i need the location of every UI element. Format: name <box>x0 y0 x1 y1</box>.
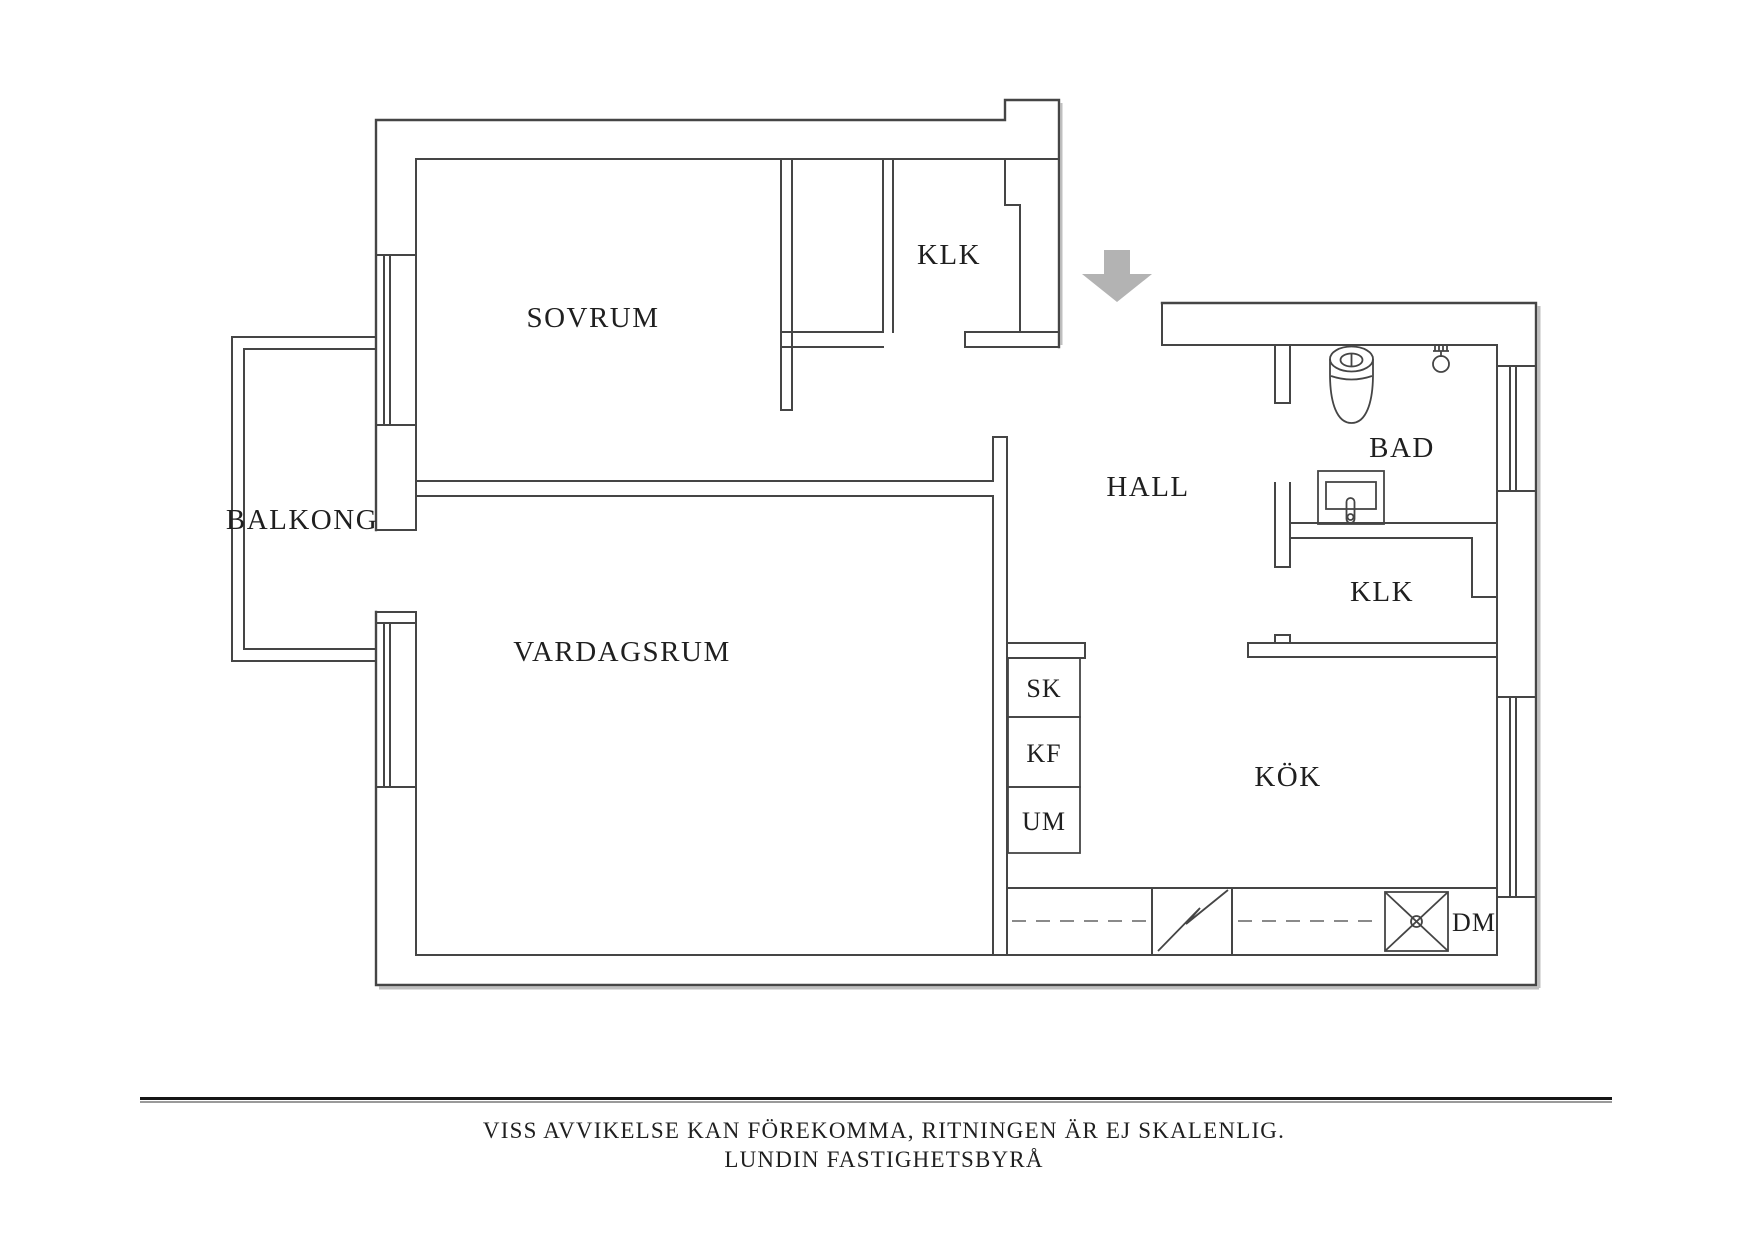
balcony-structure <box>232 337 376 661</box>
wall-klk-bottom <box>781 332 1059 347</box>
wall-outer-west-top <box>376 100 1059 530</box>
label-dm: DM <box>1452 908 1496 937</box>
label-kf: KF <box>1026 739 1062 768</box>
wall-sovrum-vardagsrum <box>416 437 1007 496</box>
label-klk-right: KLK <box>1349 576 1415 608</box>
stove-icon <box>1158 890 1228 951</box>
balcony-walls <box>232 337 376 661</box>
label-bad: BAD <box>1369 432 1435 464</box>
exterior-walls <box>376 100 1536 985</box>
footer-disclaimer: VISS AVVIKELSE KAN FÖREKOMMA, RITNINGEN ÄR EJ SKALENLIG. <box>482 1118 1286 1143</box>
sink-basin <box>1326 482 1376 509</box>
interior-walls <box>416 159 1497 955</box>
toilet-icon <box>1330 347 1373 424</box>
footer-divider-shadow <box>140 1101 1612 1103</box>
toilet-seat-line <box>1331 376 1372 380</box>
window-vardagsrum <box>376 623 416 787</box>
label-balkong: BALKONG <box>225 504 379 536</box>
shower-head <box>1433 356 1449 372</box>
wall-sovrum-right <box>781 159 792 410</box>
balcony-door-jambs <box>376 530 416 612</box>
sink-drain <box>1348 514 1354 520</box>
entry-arrow-icon <box>1082 250 1152 302</box>
wall-bad-left <box>1275 345 1290 567</box>
window-bad <box>1497 366 1536 491</box>
window-kok <box>1497 697 1536 897</box>
wall-klk-right <box>1005 159 1020 332</box>
fixture-labels <box>1022 674 1496 937</box>
footer <box>140 1097 1612 1172</box>
footer-divider <box>140 1097 1612 1100</box>
footer-agency: LUNDIN FASTIGHETSBYRÅ <box>724 1147 1044 1172</box>
dishwasher-icon <box>1385 892 1448 951</box>
label-vardagsrum: VARDAGSRUM <box>513 636 731 668</box>
kitchen-fittings <box>1007 643 1497 955</box>
label-kok: KÖK <box>1254 761 1322 793</box>
label-sovrum: SOVRUM <box>526 302 660 334</box>
wall-inner-east-top <box>1162 303 1497 345</box>
wall-kok-top <box>1248 635 1497 657</box>
label-klk-top: KLK <box>916 239 982 271</box>
label-um: UM <box>1022 807 1066 836</box>
sink-icon <box>1318 471 1384 524</box>
cabinet-top-shelf <box>1007 643 1085 658</box>
wall-klk-partition <box>883 159 893 332</box>
label-hall: HALL <box>1106 471 1190 503</box>
shower-icon <box>1433 345 1449 372</box>
room-labels <box>226 239 1435 793</box>
dishwasher-cross <box>1385 892 1448 951</box>
window-sovrum <box>376 255 416 425</box>
wall-corridor-kitchen <box>993 437 1007 955</box>
wall-shadows <box>379 103 1539 988</box>
label-sk: SK <box>1026 674 1062 703</box>
